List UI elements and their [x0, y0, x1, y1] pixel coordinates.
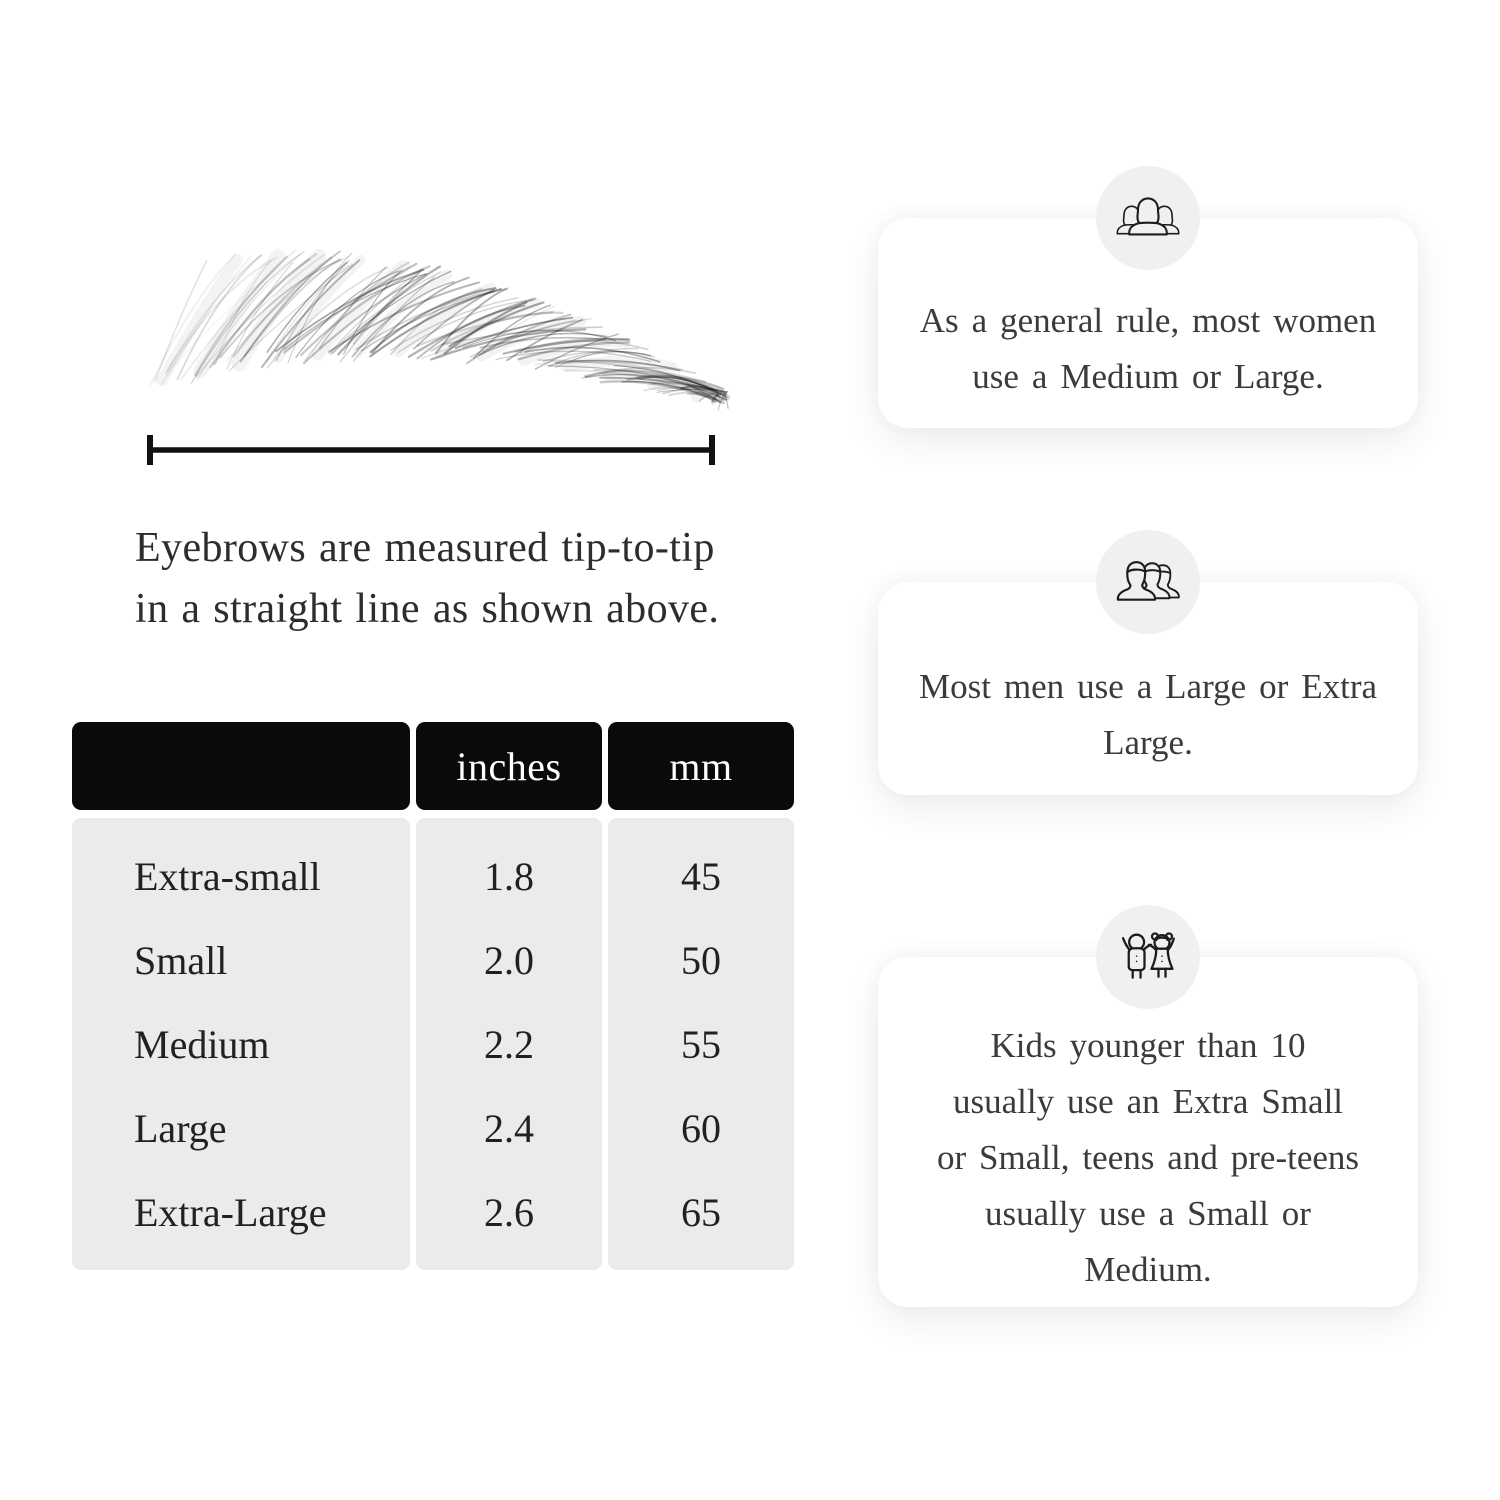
inches-value: 2.6	[484, 1189, 534, 1235]
caption-line-2: in a straight line as shown above.	[135, 585, 720, 632]
measurement-line	[150, 435, 712, 465]
men-group-icon	[1115, 556, 1181, 608]
info-card-kids	[878, 957, 1418, 1307]
icon-circle	[1096, 905, 1200, 1009]
eyebrow-illustration	[110, 200, 750, 500]
card-text: As a general rule, most women use a Medium or Large.	[919, 301, 1377, 396]
table-body-mm	[608, 818, 794, 1270]
table-header-size	[72, 722, 410, 810]
table-body-inches	[416, 818, 602, 1270]
icon-circle	[1096, 530, 1200, 634]
inches-value: 2.2	[484, 1021, 534, 1067]
icon-circle	[1096, 166, 1200, 270]
size-column-inches	[416, 722, 602, 1270]
mm-value: 65	[681, 1189, 721, 1235]
mm-value: 60	[681, 1105, 721, 1151]
table-header-mm: mm	[608, 722, 794, 810]
mm-value: 55	[681, 1021, 721, 1067]
mm-value: 50	[681, 937, 721, 983]
size-column-mm	[608, 722, 794, 1270]
size-label: Small	[134, 937, 228, 983]
mm-value: 45	[681, 853, 721, 899]
size-label: Extra-small	[134, 853, 321, 899]
size-label: Large	[134, 1105, 227, 1151]
card-text: Kids younger than 10 usually use an Extra Small or Small, teens and pre-teens usually use a Small or Medium.	[936, 1026, 1360, 1289]
eyebrow-hairs	[150, 250, 730, 410]
size-column-labels	[72, 722, 410, 1270]
kids-icon	[1118, 929, 1178, 985]
info-card-men	[878, 582, 1418, 795]
size-table	[72, 722, 794, 1270]
women-group-icon	[1116, 191, 1180, 245]
caption-line-1: Eyebrows are measured tip-to-tip	[135, 525, 715, 571]
info-card-women	[878, 218, 1418, 428]
table-header-inches: inches	[416, 722, 602, 810]
measurement-caption	[135, 518, 775, 640]
card-text: Most men use a Large or Extra Large.	[918, 666, 1378, 762]
inches-value: 2.0	[484, 937, 534, 983]
inches-value: 1.8	[484, 853, 534, 899]
size-label: Extra-Large	[134, 1189, 327, 1235]
inches-value: 2.4	[484, 1105, 534, 1151]
size-label: Medium	[134, 1021, 270, 1067]
table-body-labels	[72, 818, 410, 1270]
